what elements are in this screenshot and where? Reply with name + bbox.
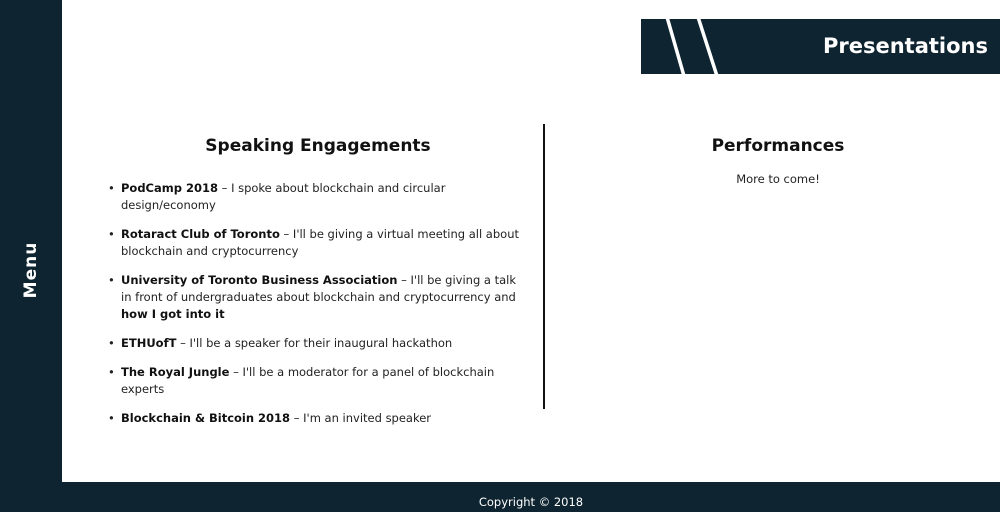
- footer: [62, 482, 1000, 512]
- engagement-list: [106, 180, 530, 427]
- list-item: [106, 272, 530, 323]
- separator: –: [229, 365, 243, 379]
- engagement-description: I'll be a moderator for a panel of blockchain experts: [121, 365, 495, 396]
- menu-toggle[interactable]: Menu: [21, 241, 41, 299]
- speaking-engagements-heading: Speaking Engagements: [205, 136, 431, 156]
- engagement-description: I'll be a speaker for their inaugural hackathon: [189, 336, 453, 350]
- speaking-engagements-section: [106, 136, 530, 439]
- separator: –: [279, 227, 293, 241]
- stripes-decoration-icon: [641, 19, 731, 74]
- engagement-emphasis: how I got into it: [121, 307, 225, 321]
- engagement-name: ETHUofT: [121, 336, 177, 350]
- separator: –: [176, 336, 190, 350]
- list-item: [106, 364, 530, 398]
- list-item: [106, 410, 530, 427]
- performances-section: [600, 136, 956, 186]
- page-title: Presentations: [822, 34, 988, 58]
- list-item: [106, 226, 530, 260]
- engagement-name: PodCamp 2018: [121, 181, 218, 195]
- separator: –: [218, 181, 232, 195]
- performances-heading: Performances: [711, 136, 845, 156]
- list-item: [106, 180, 530, 214]
- list-item: [106, 335, 530, 352]
- engagement-description: I spoke about blockchain and circular design/economy: [121, 181, 446, 212]
- separator: –: [397, 273, 411, 287]
- engagement-name: Blockchain & Bitcoin 2018: [121, 411, 291, 425]
- copyright-text: Copyright © 2018: [478, 495, 584, 509]
- engagement-description: I'll be giving a virtual meeting all about blockchain and cryptocurrency: [121, 227, 519, 258]
- sidebar: [0, 0, 62, 512]
- column-divider: [543, 124, 545, 409]
- separator: –: [290, 411, 304, 425]
- engagement-name: Rotaract Club of Toronto: [121, 227, 280, 241]
- engagement-name: The Royal Jungle: [121, 365, 230, 379]
- page-banner: [641, 19, 1000, 74]
- engagement-description: I'm an invited speaker: [303, 411, 432, 425]
- engagement-name: University of Toronto Business Association: [121, 273, 398, 287]
- engagement-description: I'll be giving a talk in front of undergraduates about blockchain and cryptocurrency and: [121, 273, 517, 304]
- performances-text: More to come!: [736, 172, 820, 186]
